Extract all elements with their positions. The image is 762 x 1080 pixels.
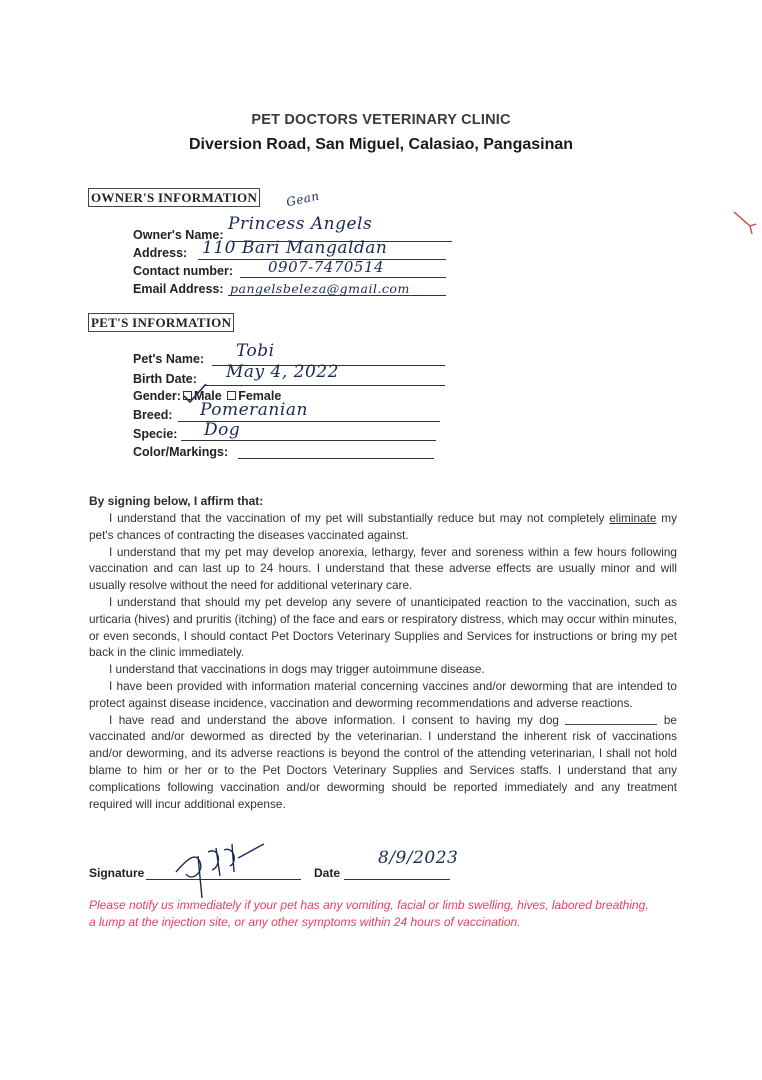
pet-name-label: Pet's Name: bbox=[133, 352, 205, 366]
consent-paragraph-5: I have been provided with information material concerning vaccines and/or deworming that are intended to protect against disease incidence, vaccination and deworming recommendations and adverse reactions. bbox=[89, 678, 677, 710]
consent-paragraph-2: I understand that my pet may develop anorexia, lethargy, fever and soreness within a few hours following vaccination and can last up to 24 hours. I understand that these adverse effects are usually minor and will usually resolve without the need for additional veterinary care. bbox=[89, 544, 677, 593]
owner-name-value: Princess Angels bbox=[228, 214, 373, 234]
notice-text: Please notify us immediately if your pet has any vomiting, facial or limb swelling, hives, labored breathing, a lump at the injection site, or any other symptoms within 24 hours of vaccination. bbox=[89, 898, 649, 929]
p1-text-b: my pet's chances of contracting the diseases vaccinated against. bbox=[89, 511, 677, 542]
affirm-heading: By signing below, I affirm that: bbox=[89, 494, 264, 508]
handwritten-note: Gean bbox=[284, 188, 321, 210]
owner-address-label: Address: bbox=[133, 246, 188, 260]
color-markings-line bbox=[238, 443, 434, 459]
contact-number-label: Contact number: bbox=[133, 264, 233, 278]
dog-name-blank[interactable] bbox=[565, 714, 657, 725]
gender-female-checkbox[interactable] bbox=[227, 391, 236, 400]
birth-date-label: Birth Date: bbox=[133, 372, 197, 386]
p1-text-a: I understand that the vaccination of my pet will substantially reduce but may not completely bbox=[109, 511, 610, 525]
owner-section-title: OWNER'S INFORMATION bbox=[88, 188, 260, 207]
pet-name-value: Tobi bbox=[236, 341, 275, 361]
pet-section-title: PET'S INFORMATION bbox=[88, 313, 234, 332]
pen-mark-icon bbox=[732, 208, 758, 238]
contact-number-value: 0907-7470514 bbox=[268, 258, 385, 276]
date-label: Date bbox=[314, 866, 341, 880]
owner-address-value: 110 Bari Mangaldan bbox=[202, 238, 388, 258]
specie-value: Dog bbox=[204, 420, 241, 440]
consent-paragraph-6 bbox=[89, 712, 677, 813]
consent-text bbox=[89, 510, 677, 812]
email-label: Email Address: bbox=[133, 282, 224, 296]
birth-date-value: May 4, 2022 bbox=[226, 362, 339, 382]
email-value: pangelsbeleza@gmail.com bbox=[230, 281, 410, 296]
signature-mark bbox=[168, 838, 268, 900]
owner-name-label: Owner's Name: bbox=[133, 228, 224, 242]
gender-male-label: Male bbox=[193, 389, 222, 403]
date-value: 8/9/2023 bbox=[378, 848, 459, 868]
consent-paragraph-3: I understand that should my pet develop any severe of unanticipated reaction to the vaccination, such as urticaria (hives) and pruritis (itching) of the face and ears or respiratory distress, which may occur within minutes, or even seconds, I should contact Pet Doctors Veterinary Supplies and Services for instructions or bring my pet back in the clinic immediately. bbox=[89, 594, 677, 660]
signature-label: Signature bbox=[89, 866, 145, 880]
p6-text-b: be vaccinated and/or dewormed as directed by the veterinarian. I understand the inherent risk of vaccinations and/or deworming, and its adverse reactions is beyond the control of the attending veterinarian, I shall not hold blame to him or her or to the Pet Doctors Veterinary Supplies and Services staffs. I understand that any complications following vaccination and/or deworming should be reported immediately and any treatment required will incur additional expense. bbox=[89, 712, 677, 811]
breed-value: Pomeranian bbox=[200, 400, 308, 420]
clinic-address: Diversion Road, San Miguel, Calasiao, Pangasinan bbox=[188, 136, 574, 153]
p6-text-a: I have read and understand the above information. I consent to having my dog bbox=[109, 712, 566, 727]
gender-label: Gender: bbox=[133, 389, 181, 403]
consent-paragraph-4: I understand that vaccinations in dogs may trigger autoimmune disease. bbox=[109, 662, 485, 677]
breed-label: Breed: bbox=[133, 408, 173, 422]
consent-paragraph-1 bbox=[89, 510, 677, 544]
color-markings-label: Color/Markings: bbox=[133, 445, 229, 459]
specie-label: Specie: bbox=[133, 427, 178, 441]
clinic-name: PET DOCTORS VETERINARY CLINIC bbox=[251, 112, 511, 128]
p1-underlined: eliminate bbox=[609, 511, 657, 525]
gender-female-label: Female bbox=[238, 389, 282, 403]
